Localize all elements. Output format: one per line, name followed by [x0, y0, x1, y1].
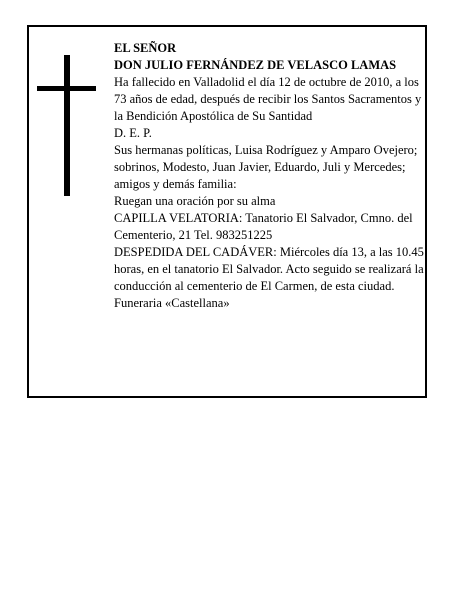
- death-announcement: Ha fallecido en Valladolid el día 12 de octubre de 2010, a los 73 años de edad, después de recibir los Santos Sacramentos y la Bendición Apostólica de Su Santidad: [114, 75, 422, 123]
- funeral-home: Funeraria «Castellana»: [114, 296, 230, 310]
- family-members: Sus hermanas políticas, Luisa Rodríguez y Amparo Ovejero; sobrinos, Modesto, Juan Javier, Eduardo, Juli y Mercedes; amigos y demás familia:: [114, 143, 418, 191]
- cross-horizontal-bar: [37, 86, 96, 91]
- obituary-text: [114, 40, 424, 312]
- farewell-info: DESPEDIDA DEL CADÁVER: Miércoles día 13, a las 10.45 horas, en el tanatorio El Salvador. Acto seguido se realizará la conducción al cementerio de El Carmen, de esta ciudad.: [114, 245, 424, 293]
- prayer-request: Ruegan una oración por su alma: [114, 194, 276, 208]
- cross-vertical-bar: [64, 55, 70, 196]
- deceased-title: EL SEÑOR: [114, 41, 177, 55]
- rip-line: D. E. P.: [114, 126, 152, 140]
- deceased-name: DON JULIO FERNÁNDEZ DE VELASCO LAMAS: [114, 58, 397, 72]
- wake-chapel-info: CAPILLA VELATORIA: Tanatorio El Salvador, Cmno. del Cementerio, 21 Tel. 983251225: [114, 211, 413, 242]
